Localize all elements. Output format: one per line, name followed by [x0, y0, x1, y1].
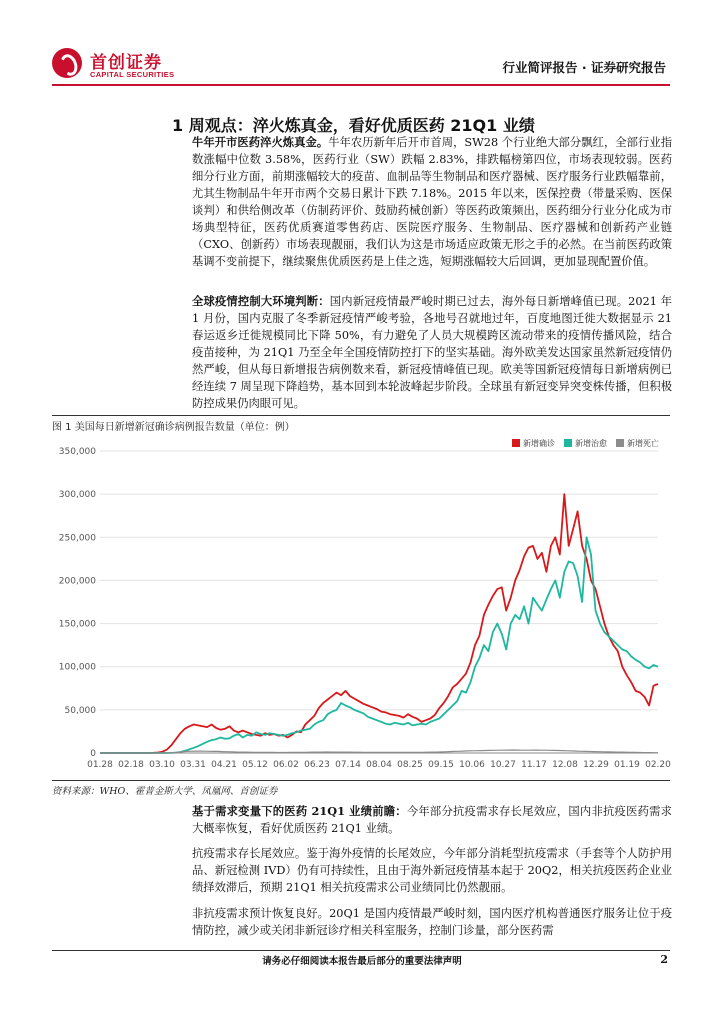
paragraph-body: 国内新冠疫情最严峻时期已过去，海外每日新增峰值已现。2021 年 1 月份，国内克服了冬季新冠疫情严峻考验，各地号召就地过年，百度地图迁徙大数据显示 21 春运返乡迁徙规模同比下降 50%，有力避免了人员大规模跨区流动带来的疫情传播风险，结合疫苗接种，为 21Q1 乃至全年全国疫情防控打下的坚实基础。海外欧美发达国家虽然新冠疫情仍然严峻，但从每日新增报告病例数来看，新冠疫情峰值已现。欧美等国新冠疫情每日新增病例已经连续 7 周呈现下降趋势，基本回到本轮波峰起步阶段。全球虽有新冠变异突变株传播，但积极防控成果仍肉眼可见。 [192, 295, 672, 410]
y-tick-label: 100,000 [58, 662, 96, 673]
paragraph-body: 牛年农历新年后开市首周，SW28 个行业绝大部分飘红，全部行业指数涨幅中位数 3.58%，医药行业（SW）跌幅 2.83%，排跌幅榜第四位，市场表现较弱。医药细分行业方面，前期涨幅较大的疫苗、血制品等生物制品和医疗器械、医疗服务行业跌幅靠前，尤其生物制品牛年开市两个交易日累计下跌 7.18%。2015 年以来，医保控费（带量采购、医保谈判）和供给侧改革（仿制药评价、鼓励药械创新）等医药政策频出，医药细分行业分化成为市场典型特征，医药优质赛道零售药店、医院医疗服务、生物制品、医疗器械和创新药产业链（CXO、创新药）市场表现靓丽，我们认为这是市场适应政策无形之手的必然。在当前医药政策基调不变前提下，继续聚焦优质医药是上佳之选，短期涨幅较大后回调，更加显现配置价值。 [192, 136, 672, 268]
figure-title: 图 1 美国每日新增新冠确诊病例报告数量（单位：例） [52, 422, 295, 433]
y-tick-label: 350,000 [58, 447, 96, 457]
legend-swatch [512, 439, 520, 447]
legend-swatch [616, 439, 624, 447]
x-tick-label: 04.21 [211, 760, 237, 770]
us-daily-cases-chart [52, 431, 672, 776]
paragraph-epidemic [192, 293, 672, 412]
y-tick-label: 0 [90, 749, 96, 759]
figure-top-rule [52, 415, 670, 416]
x-tick-label: 01.19 [614, 760, 640, 770]
x-tick-label: 03.31 [180, 760, 206, 770]
paragraph-body: 抗疫需求存长尾效应。鉴于海外疫情的长尾效应，今年部分消耗型抗疫需求（手套等个人防护用品、新冠检测 IVD）仍有可持续性，且由于海外新冠疫情基本起于 20Q2，相关抗疫医药企业业绩择效滞后，预期 21Q1 相关抗疫需求公司业绩同比仍然靓丽。 [192, 847, 672, 894]
x-tick-label: 12.08 [552, 760, 578, 770]
paragraph-recovery [192, 905, 672, 939]
series-line-1 [100, 537, 658, 753]
footer-disclaimer: 请务必仔细阅读本报告最后部分的重要法律声明 [262, 956, 462, 967]
figure-source: 资料来源：WHO、霍普金斯大学、凤凰网、首创证券 [52, 786, 278, 797]
y-tick-label: 300,000 [58, 490, 96, 501]
header-divider [52, 84, 670, 86]
legend-label: 新增死亡 [627, 439, 659, 448]
legend-swatch [564, 439, 572, 447]
y-tick-label: 200,000 [58, 576, 96, 587]
y-tick-label: 250,000 [58, 533, 96, 544]
page-number: 2 [660, 953, 668, 966]
chart-axes [59, 447, 671, 770]
footer-divider [52, 950, 670, 951]
paragraph-lead: 牛年开市医药淬火炼真金。 [192, 135, 329, 149]
x-tick-label: 09.15 [428, 760, 454, 770]
x-tick-label: 11.17 [521, 760, 547, 770]
brand-logo-icon [52, 48, 82, 78]
x-tick-label: 10.27 [490, 760, 516, 770]
paragraph-lead: 全球疫情控制大环境判断： [192, 294, 330, 308]
paragraph-lead: 基于需求变量下的医药 21Q1 业绩前瞻： [192, 804, 407, 818]
paragraph-outlook [192, 803, 672, 837]
y-tick-label: 50,000 [64, 705, 96, 716]
brand-name-cn: 首创证券 [90, 53, 162, 73]
paragraph-body: 今年部分抗疫需求存长尾效应，国内非抗疫医药需求大概率恢复，看好优质医药 21Q1 业绩。 [192, 805, 672, 835]
x-tick-label: 01.28 [87, 760, 113, 770]
paragraph-longtail [192, 845, 672, 896]
x-tick-label: 12.29 [583, 760, 609, 770]
section-title: 1 周观点：淬火炼真金，看好优质医药 21Q1 业绩 [172, 116, 535, 135]
x-tick-label: 02.18 [118, 760, 144, 770]
legend-label: 新增治愈 [575, 439, 607, 448]
report-type: 行业简评报告 · 证券研究报告 [502, 60, 666, 75]
legend-label: 新增确诊 [523, 439, 555, 448]
chart-gridlines [100, 451, 658, 753]
x-tick-label: 10.06 [459, 760, 485, 770]
x-tick-label: 03.10 [149, 760, 175, 770]
x-tick-label: 06.23 [304, 760, 330, 770]
figure-bottom-rule [52, 780, 670, 781]
x-tick-label: 02.20 [645, 760, 671, 770]
x-tick-label: 08.25 [397, 760, 423, 770]
brand-name-en: CAPITAL SECURITIES [90, 70, 175, 79]
x-tick-label: 08.04 [366, 760, 392, 770]
paragraph-body: 非抗疫需求预计恢复良好。20Q1 是国内疫情最严峻时刻，国内医疗机构普通医疗服务让位于疫情防控，减少或关闭非新冠诊疗相关科室服务，控制门诊量，部分医药需 [192, 907, 672, 937]
x-tick-label: 06.02 [273, 760, 299, 770]
y-tick-label: 150,000 [58, 619, 96, 630]
x-tick-label: 05.12 [242, 760, 268, 770]
paragraph-market [192, 134, 672, 270]
chart-legend [512, 438, 659, 448]
x-tick-label: 07.14 [335, 760, 361, 770]
